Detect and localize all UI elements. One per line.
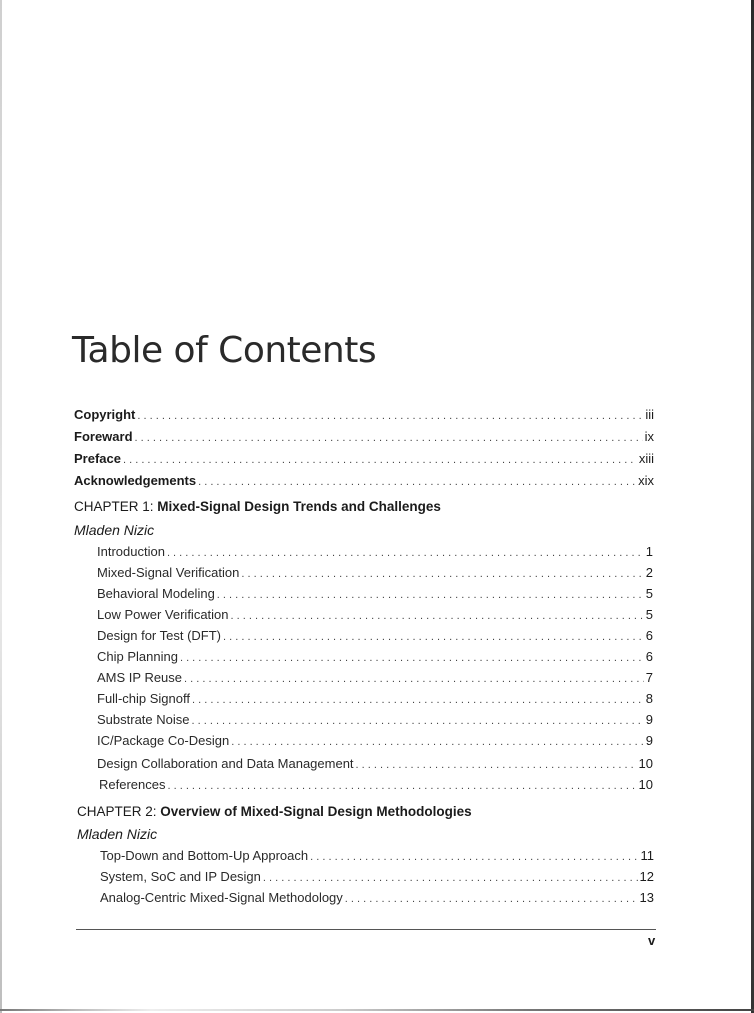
toc-entry-page: iii — [645, 407, 654, 422]
toc-entry-design-for-test[interactable] — [97, 627, 653, 645]
chapter-2-heading[interactable] — [77, 804, 472, 819]
dot-leader — [356, 756, 637, 774]
toc-entry-low-power-verification[interactable] — [97, 606, 653, 624]
toc-entry-design-collaboration[interactable] — [97, 755, 653, 773]
toc-entry-label: References — [99, 777, 166, 792]
toc-entry-foreward[interactable] — [74, 428, 654, 446]
toc-entry-page: xix — [638, 473, 654, 488]
toc-entry-acknowledgements[interactable] — [74, 472, 654, 490]
dot-leader — [184, 670, 644, 688]
toc-entry-copyright[interactable] — [74, 406, 654, 424]
dot-leader — [198, 473, 636, 491]
toc-entry-label: System, SoC and IP Design — [100, 869, 261, 884]
toc-entry-preface[interactable] — [74, 450, 654, 468]
toc-entry-page: 11 — [640, 848, 654, 863]
toc-entry-page: 8 — [645, 691, 653, 706]
dot-leader — [180, 649, 644, 667]
chapter-1-heading[interactable] — [74, 499, 441, 514]
dot-leader — [123, 451, 637, 469]
toc-entry-full-chip-signoff[interactable] — [97, 690, 653, 708]
toc-entry-chip-planning[interactable] — [97, 648, 653, 666]
toc-entry-label: Substrate Noise — [97, 712, 190, 727]
toc-entry-label: Design Collaboration and Data Management — [97, 756, 354, 771]
toc-entry-mixed-signal-verification[interactable] — [97, 564, 653, 582]
toc-entry-label: Acknowledgements — [74, 473, 197, 488]
toc-entry-label: AMS IP Reuse — [97, 670, 183, 685]
chapter-1-author: Mladen Nizic — [74, 522, 155, 538]
page-edge-bottom — [0, 1009, 754, 1011]
dot-leader — [345, 890, 638, 908]
toc-entry-system-soc-ip-design[interactable] — [100, 868, 654, 886]
dot-leader — [167, 777, 636, 795]
toc-entry-analog-centric-methodology[interactable] — [100, 889, 654, 907]
toc-entry-page: 13 — [639, 890, 654, 905]
toc-entry-page: 5 — [645, 607, 653, 622]
toc-entry-label: Introduction — [97, 544, 165, 559]
chapter-number: CHAPTER 2: — [77, 804, 157, 819]
toc-entry-label: Low Power Verification — [97, 607, 229, 622]
toc-entry-label: Preface — [74, 451, 121, 466]
dot-leader — [231, 733, 644, 751]
toc-entry-label: Behavioral Modeling — [97, 586, 215, 601]
toc-entry-substrate-noise[interactable] — [97, 711, 653, 729]
toc-entry-references[interactable] — [99, 776, 653, 794]
dot-leader — [167, 544, 644, 562]
dot-leader — [217, 586, 644, 604]
dot-leader — [135, 429, 643, 447]
toc-entry-page: 6 — [645, 628, 653, 643]
toc-entry-page: ix — [644, 429, 654, 444]
footer-rule — [76, 929, 656, 930]
toc-entry-label: Top-Down and Bottom-Up Approach — [100, 848, 309, 863]
toc-entry-label: Analog-Centric Mixed-Signal Methodology — [100, 890, 343, 905]
dot-leader — [310, 848, 638, 866]
chapter-2-author: Mladen Nizic — [77, 826, 158, 842]
toc-entry-label: Foreward — [74, 429, 133, 444]
toc-entry-page: 9 — [645, 712, 653, 727]
dot-leader — [231, 607, 644, 625]
toc-entry-page: 10 — [638, 756, 653, 771]
dot-leader — [223, 628, 644, 646]
toc-entry-page: 9 — [645, 733, 653, 748]
toc-entry-ic-package-co-design[interactable] — [97, 732, 653, 750]
dot-leader — [192, 691, 644, 709]
toc-entry-page: 6 — [645, 649, 653, 664]
page-title: Table of Contents — [72, 330, 377, 371]
toc-entry-label: Chip Planning — [97, 649, 178, 664]
toc-entry-page: 5 — [645, 586, 653, 601]
toc-entry-label: Mixed-Signal Verification — [97, 565, 240, 580]
toc-entry-page: 7 — [645, 670, 653, 685]
page-edge-left — [0, 0, 2, 1013]
toc-entry-page: 10 — [638, 777, 653, 792]
toc-entry-page: 12 — [639, 869, 654, 884]
page-number: v — [648, 933, 656, 948]
dot-leader — [241, 565, 643, 583]
toc-entry-page: 1 — [645, 544, 653, 559]
toc-entry-behavioral-modeling[interactable] — [97, 585, 653, 603]
toc-entry-introduction[interactable] — [97, 543, 653, 561]
dot-leader — [263, 869, 638, 887]
toc-entry-label: Full-chip Signoff — [97, 691, 190, 706]
dot-leader — [192, 712, 644, 730]
chapter-title: Mixed-Signal Design Trends and Challenges — [157, 499, 441, 514]
toc-entry-label: Design for Test (DFT) — [97, 628, 222, 643]
dot-leader — [137, 407, 643, 425]
toc-entry-label: IC/Package Co-Design — [97, 733, 230, 748]
toc-entry-page: 2 — [645, 565, 653, 580]
toc-entry-top-down-bottom-up[interactable] — [100, 847, 654, 865]
chapter-title: Overview of Mixed-Signal Design Methodologies — [160, 804, 472, 819]
chapter-number: CHAPTER 1: — [74, 499, 154, 514]
toc-entry-label: Copyright — [74, 407, 136, 422]
toc-entry-ams-ip-reuse[interactable] — [97, 669, 653, 687]
toc-entry-page: xiii — [638, 451, 654, 466]
